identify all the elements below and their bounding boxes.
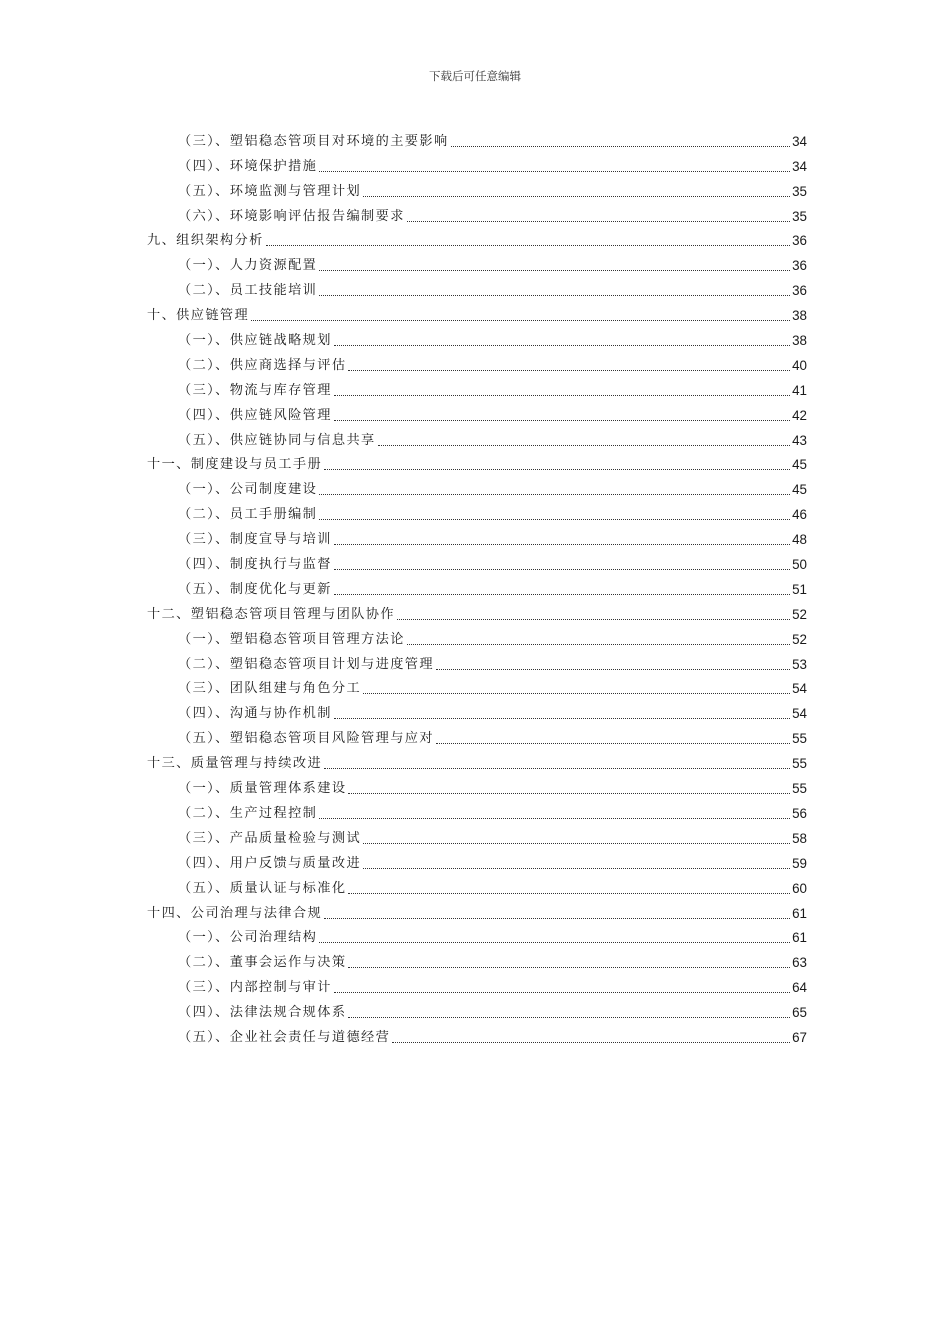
toc-entry-label: （一）、塑铝稳态管项目管理方法论 [178, 631, 405, 647]
toc-section-entry[interactable] [147, 873, 807, 898]
toc-page-number: 51 [792, 581, 807, 597]
toc-dot-leader [334, 718, 790, 719]
toc-section-entry[interactable] [147, 499, 807, 524]
toc-section-entry[interactable] [147, 176, 807, 201]
toc-section-entry[interactable] [147, 923, 807, 948]
toc-section-entry[interactable] [147, 549, 807, 574]
toc-page-number: 53 [792, 656, 807, 672]
toc-dot-leader [334, 345, 790, 346]
table-of-contents [147, 126, 807, 1047]
toc-entry-label: （三）、产品质量检验与测试 [178, 830, 362, 846]
toc-entry-label: （四）、用户反馈与质量改进 [178, 855, 362, 871]
toc-dot-leader [319, 942, 790, 943]
toc-entry-label: （二）、员工手册编制 [178, 507, 318, 523]
toc-entry-label: （五）、制度优化与更新 [178, 581, 332, 597]
toc-dot-leader [348, 793, 790, 794]
toc-entry-label: 十、供应链管理 [147, 308, 250, 324]
toc-entry-label: （五）、企业社会责任与道德经营 [178, 1029, 391, 1045]
toc-dot-leader [266, 245, 790, 246]
toc-page-number: 35 [792, 183, 807, 199]
toc-section-entry[interactable] [147, 823, 807, 848]
toc-page-number: 55 [792, 781, 807, 797]
toc-section-entry[interactable] [147, 524, 807, 549]
toc-page-number: 50 [792, 557, 807, 573]
toc-entry-label: （三）、塑铝稳态管项目对环境的主要影响 [178, 133, 449, 149]
toc-dot-leader [334, 992, 790, 993]
toc-page-number: 45 [792, 457, 807, 473]
toc-dot-leader [363, 693, 790, 694]
toc-dot-leader [319, 494, 790, 495]
toc-dot-leader [451, 146, 791, 147]
toc-section-entry[interactable] [147, 474, 807, 499]
toc-dot-leader [378, 445, 790, 446]
toc-page-number: 59 [792, 855, 807, 871]
toc-entry-label: （三）、团队组建与角色分工 [178, 681, 362, 697]
toc-page-number: 41 [792, 382, 807, 398]
toc-page-number: 65 [792, 1005, 807, 1021]
toc-page-number: 52 [792, 606, 807, 622]
toc-dot-leader [334, 544, 790, 545]
toc-section-entry[interactable] [147, 1022, 807, 1047]
toc-section-entry[interactable] [147, 375, 807, 400]
toc-page-number: 55 [792, 731, 807, 747]
toc-entry-label: （一）、公司制度建设 [178, 482, 318, 498]
toc-dot-leader [363, 843, 790, 844]
toc-page-number: 64 [792, 980, 807, 996]
toc-page-number: 45 [792, 482, 807, 498]
toc-dot-leader [436, 669, 790, 670]
toc-chapter-entry[interactable] [147, 599, 807, 624]
toc-dot-leader [334, 594, 790, 595]
toc-dot-leader [319, 270, 790, 271]
toc-page-number: 52 [792, 631, 807, 647]
toc-section-entry[interactable] [147, 947, 807, 972]
toc-dot-leader [324, 918, 790, 919]
toc-entry-label: （一）、公司治理结构 [178, 930, 318, 946]
toc-page-number: 35 [792, 208, 807, 224]
toc-section-entry[interactable] [147, 350, 807, 375]
toc-page-number: 40 [792, 357, 807, 373]
toc-dot-leader [319, 295, 790, 296]
toc-dot-leader [319, 519, 790, 520]
toc-page-number: 58 [792, 830, 807, 846]
toc-section-entry[interactable] [147, 798, 807, 823]
toc-chapter-entry[interactable] [147, 748, 807, 773]
toc-section-entry[interactable] [147, 201, 807, 226]
toc-dot-leader [348, 370, 790, 371]
toc-entry-label: （二）、员工技能培训 [178, 283, 318, 299]
toc-page-number: 56 [792, 805, 807, 821]
toc-section-entry[interactable] [147, 126, 807, 151]
toc-page-number: 42 [792, 407, 807, 423]
toc-section-entry[interactable] [147, 624, 807, 649]
toc-page-number: 60 [792, 880, 807, 896]
toc-dot-leader [334, 569, 790, 570]
toc-entry-label: 十四、公司治理与法律合规 [147, 905, 323, 921]
toc-section-entry[interactable] [147, 325, 807, 350]
toc-section-entry[interactable] [147, 400, 807, 425]
toc-page-number: 36 [792, 283, 807, 299]
toc-chapter-entry[interactable] [147, 898, 807, 923]
toc-page-number: 36 [792, 233, 807, 249]
toc-section-entry[interactable] [147, 773, 807, 798]
toc-entry-label: （二）、供应商选择与评估 [178, 357, 347, 373]
toc-entry-label: 十三、质量管理与持续改进 [147, 756, 323, 772]
toc-page-number: 36 [792, 258, 807, 274]
toc-dot-leader [319, 171, 790, 172]
toc-chapter-entry[interactable] [147, 450, 807, 475]
toc-dot-leader [407, 644, 790, 645]
toc-entry-label: （一）、供应链战略规划 [178, 333, 332, 349]
toc-page-number: 48 [792, 532, 807, 548]
page-header: 下载后可任意编辑 [429, 69, 521, 83]
toc-dot-leader [334, 420, 790, 421]
toc-section-entry[interactable] [147, 972, 807, 997]
toc-entry-label: （五）、供应链协同与信息共享 [178, 432, 376, 448]
toc-page-number: 61 [792, 905, 807, 921]
toc-section-entry[interactable] [147, 674, 807, 699]
toc-page-number: 43 [792, 432, 807, 448]
toc-dot-leader [407, 221, 790, 222]
toc-entry-label: （二）、董事会运作与决策 [178, 955, 347, 971]
toc-section-entry[interactable] [147, 649, 807, 674]
toc-page-number: 63 [792, 955, 807, 971]
toc-dot-leader [348, 967, 790, 968]
toc-dot-leader [436, 743, 790, 744]
toc-dot-leader [324, 768, 790, 769]
toc-entry-label: （二）、塑铝稳态管项目计划与进度管理 [178, 656, 434, 672]
toc-section-entry[interactable] [147, 151, 807, 176]
toc-entry-label: （五）、环境监测与管理计划 [178, 183, 362, 199]
toc-entry-label: （一）、质量管理体系建设 [178, 781, 347, 797]
toc-dot-leader [363, 868, 790, 869]
toc-page-number: 54 [792, 681, 807, 697]
toc-section-entry[interactable] [147, 848, 807, 873]
toc-page-number: 34 [792, 133, 807, 149]
toc-entry-label: （三）、内部控制与审计 [178, 980, 332, 996]
toc-entry-label: （五）、质量认证与标准化 [178, 880, 347, 896]
toc-dot-leader [334, 395, 790, 396]
toc-dot-leader [251, 320, 790, 321]
toc-entry-label: （一）、人力资源配置 [178, 258, 318, 274]
toc-entry-label: （五）、塑铝稳态管项目风险管理与应对 [178, 731, 434, 747]
toc-entry-label: 十一、制度建设与员工手册 [147, 457, 323, 473]
toc-entry-label: 十二、塑铝稳态管项目管理与团队协作 [147, 606, 395, 622]
toc-dot-leader [363, 196, 790, 197]
toc-page-number: 38 [792, 308, 807, 324]
toc-page-number: 67 [792, 1029, 807, 1045]
toc-dot-leader [397, 619, 790, 620]
toc-dot-leader [319, 818, 790, 819]
toc-section-entry[interactable] [147, 997, 807, 1022]
toc-page-number: 34 [792, 158, 807, 174]
toc-section-entry[interactable] [147, 425, 807, 450]
toc-entry-label: （二）、生产过程控制 [178, 805, 318, 821]
toc-entry-label: （六）、环境影响评估报告编制要求 [178, 208, 405, 224]
toc-chapter-entry[interactable] [147, 300, 807, 325]
toc-entry-label: （四）、供应链风险管理 [178, 407, 332, 423]
toc-entry-label: （四）、沟通与协作机制 [178, 706, 332, 722]
toc-entry-label: （四）、制度执行与监督 [178, 557, 332, 573]
toc-dot-leader [324, 469, 790, 470]
toc-page-number: 38 [792, 333, 807, 349]
toc-section-entry[interactable] [147, 250, 807, 275]
toc-section-entry[interactable] [147, 723, 807, 748]
toc-entry-label: （三）、制度宣导与培训 [178, 532, 332, 548]
toc-page-number: 46 [792, 507, 807, 523]
toc-section-entry[interactable] [147, 698, 807, 723]
toc-page-number: 55 [792, 756, 807, 772]
toc-entry-label: （三）、物流与库存管理 [178, 382, 332, 398]
toc-entry-label: （四）、法律法规合规体系 [178, 1005, 347, 1021]
toc-dot-leader [348, 893, 790, 894]
toc-entry-label: （四）、环境保护措施 [178, 158, 318, 174]
toc-page-number: 54 [792, 706, 807, 722]
toc-page-number: 61 [792, 930, 807, 946]
toc-section-entry[interactable] [147, 275, 807, 300]
toc-dot-leader [348, 1017, 790, 1018]
toc-entry-label: 九、组织架构分析 [147, 233, 264, 249]
toc-dot-leader [392, 1042, 790, 1043]
toc-chapter-entry[interactable] [147, 226, 807, 251]
toc-section-entry[interactable] [147, 574, 807, 599]
